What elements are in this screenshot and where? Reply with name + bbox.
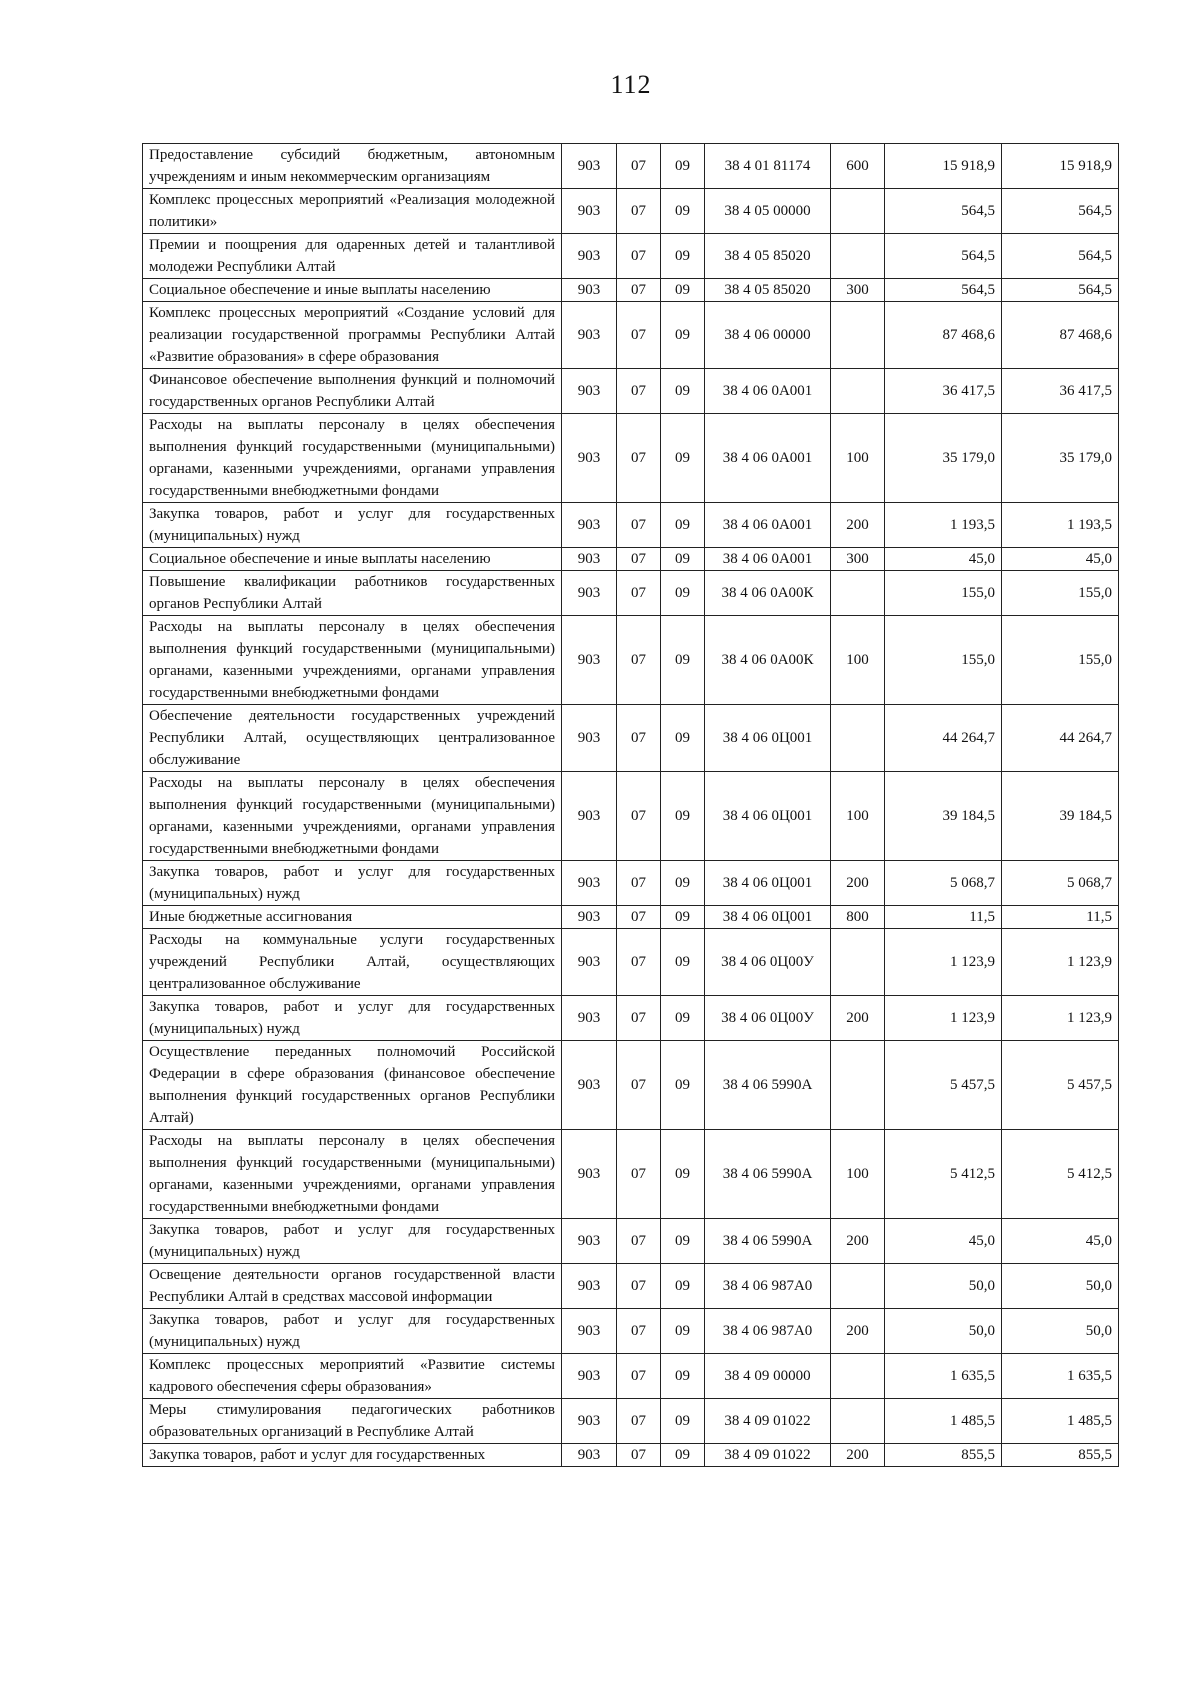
table-row — [143, 1264, 1119, 1309]
table-row — [143, 1041, 1119, 1130]
table-row — [143, 279, 1119, 302]
row-target-article: 38 4 09 01022 — [705, 1444, 831, 1467]
row-amount-year1: 15 918,9 — [885, 144, 1002, 189]
row-amount-year1: 11,5 — [885, 906, 1002, 929]
row-expense-type: 200 — [831, 503, 885, 548]
row-name: Закупка товаров, работ и услуг для государственных (муниципальных) нужд — [143, 1219, 562, 1264]
row-amount-year2: 155,0 — [1002, 571, 1119, 616]
row-amount-year1: 5 068,7 — [885, 861, 1002, 906]
row-amount-year2: 15 918,9 — [1002, 144, 1119, 189]
row-grbs-code: 903 — [562, 996, 617, 1041]
row-expense-type: 200 — [831, 1219, 885, 1264]
row-amount-year2: 50,0 — [1002, 1309, 1119, 1354]
row-grbs-code: 903 — [562, 1399, 617, 1444]
row-subsection-code: 09 — [661, 302, 705, 369]
table-row — [143, 189, 1119, 234]
table-row — [143, 369, 1119, 414]
row-section-code: 07 — [617, 548, 661, 571]
row-amount-year1: 5 412,5 — [885, 1130, 1002, 1219]
row-amount-year2: 87 468,6 — [1002, 302, 1119, 369]
row-amount-year2: 5 068,7 — [1002, 861, 1119, 906]
table-row — [143, 414, 1119, 503]
row-amount-year2: 1 123,9 — [1002, 996, 1119, 1041]
row-amount-year1: 35 179,0 — [885, 414, 1002, 503]
table-row — [143, 1399, 1119, 1444]
row-amount-year2: 1 123,9 — [1002, 929, 1119, 996]
row-name: Закупка товаров, работ и услуг для государственных (муниципальных) нужд — [143, 996, 562, 1041]
table-row — [143, 1219, 1119, 1264]
row-expense-type — [831, 1354, 885, 1399]
row-amount-year2: 39 184,5 — [1002, 772, 1119, 861]
row-section-code: 07 — [617, 772, 661, 861]
row-section-code: 07 — [617, 1130, 661, 1219]
row-subsection-code: 09 — [661, 1309, 705, 1354]
row-expense-type — [831, 302, 885, 369]
row-name: Расходы на выплаты персоналу в целях обеспечения выполнения функций государственными (муниципальными) органами, казенными учреждениями, органами управления государственными внебюджетными фондами — [143, 1130, 562, 1219]
row-subsection-code: 09 — [661, 1354, 705, 1399]
row-expense-type: 300 — [831, 279, 885, 302]
row-section-code: 07 — [617, 1264, 661, 1309]
row-name: Предоставление субсидий бюджетным, автономным учреждениям и иным некоммерческим организациям — [143, 144, 562, 189]
row-section-code: 07 — [617, 996, 661, 1041]
row-grbs-code: 903 — [562, 616, 617, 705]
row-amount-year2: 5 457,5 — [1002, 1041, 1119, 1130]
row-expense-type: 100 — [831, 616, 885, 705]
row-name: Расходы на выплаты персоналу в целях обеспечения выполнения функций государственными (муниципальными) органами, казенными учреждениями, органами управления государственными внебюджетными фондами — [143, 772, 562, 861]
row-section-code: 07 — [617, 1354, 661, 1399]
table-row — [143, 1444, 1119, 1467]
row-target-article: 38 4 06 0Ц001 — [705, 772, 831, 861]
row-subsection-code: 09 — [661, 1130, 705, 1219]
row-name: Закупка товаров, работ и услуг для государственных — [143, 1444, 562, 1467]
row-name: Иные бюджетные ассигнования — [143, 906, 562, 929]
row-subsection-code: 09 — [661, 234, 705, 279]
row-subsection-code: 09 — [661, 1219, 705, 1264]
row-target-article: 38 4 06 0А00К — [705, 571, 831, 616]
row-grbs-code: 903 — [562, 772, 617, 861]
row-name: Закупка товаров, работ и услуг для государственных (муниципальных) нужд — [143, 861, 562, 906]
row-target-article: 38 4 06 0Ц001 — [705, 861, 831, 906]
row-expense-type — [831, 705, 885, 772]
row-subsection-code: 09 — [661, 772, 705, 861]
row-section-code: 07 — [617, 302, 661, 369]
row-amount-year1: 155,0 — [885, 571, 1002, 616]
row-name: Освещение деятельности органов государственной власти Республики Алтай в средствах массовой информации — [143, 1264, 562, 1309]
row-amount-year2: 1 635,5 — [1002, 1354, 1119, 1399]
row-section-code: 07 — [617, 1219, 661, 1264]
row-amount-year1: 44 264,7 — [885, 705, 1002, 772]
row-section-code: 07 — [617, 234, 661, 279]
row-section-code: 07 — [617, 369, 661, 414]
table-row — [143, 1354, 1119, 1399]
row-subsection-code: 09 — [661, 861, 705, 906]
table-row — [143, 929, 1119, 996]
row-expense-type: 200 — [831, 996, 885, 1041]
row-target-article: 38 4 06 0Ц001 — [705, 906, 831, 929]
row-amount-year1: 564,5 — [885, 279, 1002, 302]
row-name: Повышение квалификации работников государственных органов Республики Алтай — [143, 571, 562, 616]
row-grbs-code: 903 — [562, 1444, 617, 1467]
table-row — [143, 234, 1119, 279]
row-section-code: 07 — [617, 929, 661, 996]
row-grbs-code: 903 — [562, 1219, 617, 1264]
row-subsection-code: 09 — [661, 414, 705, 503]
table-row — [143, 302, 1119, 369]
row-expense-type: 800 — [831, 906, 885, 929]
row-subsection-code: 09 — [661, 144, 705, 189]
row-subsection-code: 09 — [661, 548, 705, 571]
row-subsection-code: 09 — [661, 1444, 705, 1467]
row-expense-type — [831, 1399, 885, 1444]
row-name: Закупка товаров, работ и услуг для государственных (муниципальных) нужд — [143, 1309, 562, 1354]
row-target-article: 38 4 09 00000 — [705, 1354, 831, 1399]
row-name: Расходы на коммунальные услуги государственных учреждений Республики Алтай, осуществляющих централизованное обслуживание — [143, 929, 562, 996]
row-amount-year1: 5 457,5 — [885, 1041, 1002, 1130]
row-grbs-code: 903 — [562, 144, 617, 189]
row-expense-type — [831, 234, 885, 279]
row-target-article: 38 4 06 0А001 — [705, 548, 831, 571]
row-subsection-code: 09 — [661, 1041, 705, 1130]
row-grbs-code: 903 — [562, 1041, 617, 1130]
row-target-article: 38 4 06 0А001 — [705, 503, 831, 548]
row-section-code: 07 — [617, 571, 661, 616]
row-amount-year1: 1 123,9 — [885, 996, 1002, 1041]
row-expense-type: 300 — [831, 548, 885, 571]
row-amount-year2: 44 264,7 — [1002, 705, 1119, 772]
row-target-article: 38 4 05 85020 — [705, 234, 831, 279]
row-name: Закупка товаров, работ и услуг для государственных (муниципальных) нужд — [143, 503, 562, 548]
row-amount-year2: 36 417,5 — [1002, 369, 1119, 414]
row-grbs-code: 903 — [562, 279, 617, 302]
row-amount-year1: 564,5 — [885, 234, 1002, 279]
row-grbs-code: 903 — [562, 906, 617, 929]
row-name: Осуществление переданных полномочий Российской Федерации в сфере образования (финансовое обеспечение выполнения функций государственных органов Республики Алтай) — [143, 1041, 562, 1130]
row-grbs-code: 903 — [562, 234, 617, 279]
row-target-article: 38 4 05 85020 — [705, 279, 831, 302]
row-amount-year1: 87 468,6 — [885, 302, 1002, 369]
table-row — [143, 705, 1119, 772]
budget-table — [142, 143, 1119, 1467]
row-amount-year2: 564,5 — [1002, 279, 1119, 302]
row-amount-year2: 155,0 — [1002, 616, 1119, 705]
row-expense-type — [831, 369, 885, 414]
row-name: Меры стимулирования педагогических работников образовательных организаций в Республике Алтай — [143, 1399, 562, 1444]
row-grbs-code: 903 — [562, 705, 617, 772]
row-subsection-code: 09 — [661, 616, 705, 705]
row-grbs-code: 903 — [562, 861, 617, 906]
row-target-article: 38 4 06 0Ц001 — [705, 705, 831, 772]
table-row — [143, 772, 1119, 861]
row-expense-type: 200 — [831, 1309, 885, 1354]
row-name: Премии и поощрения для одаренных детей и талантливой молодежи Республики Алтай — [143, 234, 562, 279]
row-grbs-code: 903 — [562, 548, 617, 571]
row-target-article: 38 4 06 987А0 — [705, 1309, 831, 1354]
row-section-code: 07 — [617, 705, 661, 772]
row-name: Обеспечение деятельности государственных учреждений Республики Алтай, осуществляющих централизованное обслуживание — [143, 705, 562, 772]
row-target-article: 38 4 06 0Ц00У — [705, 996, 831, 1041]
row-subsection-code: 09 — [661, 503, 705, 548]
row-amount-year1: 50,0 — [885, 1264, 1002, 1309]
row-grbs-code: 903 — [562, 571, 617, 616]
row-name: Финансовое обеспечение выполнения функций и полномочий государственных органов Республики Алтай — [143, 369, 562, 414]
row-section-code: 07 — [617, 906, 661, 929]
row-amount-year1: 36 417,5 — [885, 369, 1002, 414]
row-name: Комплекс процессных мероприятий «Реализация молодежной политики» — [143, 189, 562, 234]
row-grbs-code: 903 — [562, 1264, 617, 1309]
row-name: Расходы на выплаты персоналу в целях обеспечения выполнения функций государственными (муниципальными) органами, казенными учреждениями, органами управления государственными внебюджетными фондами — [143, 616, 562, 705]
row-amount-year2: 5 412,5 — [1002, 1130, 1119, 1219]
row-grbs-code: 903 — [562, 189, 617, 234]
row-amount-year1: 45,0 — [885, 1219, 1002, 1264]
row-expense-type: 200 — [831, 861, 885, 906]
row-name: Социальное обеспечение и иные выплаты населению — [143, 548, 562, 571]
row-grbs-code: 903 — [562, 1130, 617, 1219]
row-section-code: 07 — [617, 1309, 661, 1354]
row-section-code: 07 — [617, 1444, 661, 1467]
row-amount-year2: 50,0 — [1002, 1264, 1119, 1309]
row-amount-year1: 45,0 — [885, 548, 1002, 571]
row-amount-year2: 564,5 — [1002, 189, 1119, 234]
row-target-article: 38 4 06 0А00К — [705, 616, 831, 705]
row-target-article: 38 4 06 987А0 — [705, 1264, 831, 1309]
row-name: Социальное обеспечение и иные выплаты населению — [143, 279, 562, 302]
row-target-article: 38 4 05 00000 — [705, 189, 831, 234]
budget-table-body — [143, 144, 1119, 1467]
row-section-code: 07 — [617, 616, 661, 705]
row-name: Комплекс процессных мероприятий «Создание условий для реализации государственной программы Республики Алтай «Развитие образования» в сфере образования — [143, 302, 562, 369]
row-section-code: 07 — [617, 1399, 661, 1444]
row-amount-year1: 50,0 — [885, 1309, 1002, 1354]
row-expense-type — [831, 189, 885, 234]
table-row — [143, 548, 1119, 571]
row-subsection-code: 09 — [661, 929, 705, 996]
row-name: Расходы на выплаты персоналу в целях обеспечения выполнения функций государственными (муниципальными) органами, казенными учреждениями, органами управления государственными внебюджетными фондами — [143, 414, 562, 503]
row-target-article: 38 4 06 5990А — [705, 1219, 831, 1264]
row-section-code: 07 — [617, 503, 661, 548]
table-row — [143, 144, 1119, 189]
row-target-article: 38 4 06 5990А — [705, 1130, 831, 1219]
row-name: Комплекс процессных мероприятий «Развитие системы кадрового обеспечения сферы образования» — [143, 1354, 562, 1399]
page-number: 112 — [610, 70, 652, 99]
row-amount-year1: 1 635,5 — [885, 1354, 1002, 1399]
row-expense-type: 100 — [831, 1130, 885, 1219]
table-row — [143, 503, 1119, 548]
row-section-code: 07 — [617, 1041, 661, 1130]
row-expense-type: 600 — [831, 144, 885, 189]
table-row — [143, 861, 1119, 906]
row-amount-year1: 564,5 — [885, 189, 1002, 234]
table-row — [143, 1309, 1119, 1354]
table-row — [143, 616, 1119, 705]
row-target-article: 38 4 06 0А001 — [705, 414, 831, 503]
row-amount-year2: 1 193,5 — [1002, 503, 1119, 548]
row-subsection-code: 09 — [661, 279, 705, 302]
row-target-article: 38 4 06 0А001 — [705, 369, 831, 414]
row-target-article: 38 4 06 0Ц00У — [705, 929, 831, 996]
row-subsection-code: 09 — [661, 571, 705, 616]
row-section-code: 07 — [617, 861, 661, 906]
table-row — [143, 906, 1119, 929]
table-row — [143, 1130, 1119, 1219]
row-subsection-code: 09 — [661, 906, 705, 929]
row-grbs-code: 903 — [562, 414, 617, 503]
row-expense-type — [831, 571, 885, 616]
row-amount-year2: 45,0 — [1002, 1219, 1119, 1264]
table-row — [143, 571, 1119, 616]
row-grbs-code: 903 — [562, 302, 617, 369]
row-expense-type: 100 — [831, 772, 885, 861]
row-subsection-code: 09 — [661, 705, 705, 772]
row-section-code: 07 — [617, 414, 661, 503]
row-subsection-code: 09 — [661, 1264, 705, 1309]
row-target-article: 38 4 09 01022 — [705, 1399, 831, 1444]
row-section-code: 07 — [617, 189, 661, 234]
row-amount-year2: 855,5 — [1002, 1444, 1119, 1467]
row-amount-year1: 39 184,5 — [885, 772, 1002, 861]
row-grbs-code: 903 — [562, 1354, 617, 1399]
row-grbs-code: 903 — [562, 929, 617, 996]
row-amount-year1: 155,0 — [885, 616, 1002, 705]
row-subsection-code: 09 — [661, 1399, 705, 1444]
row-amount-year1: 1 123,9 — [885, 929, 1002, 996]
row-subsection-code: 09 — [661, 996, 705, 1041]
row-expense-type — [831, 1264, 885, 1309]
row-expense-type — [831, 929, 885, 996]
row-expense-type: 100 — [831, 414, 885, 503]
row-target-article: 38 4 01 81174 — [705, 144, 831, 189]
row-target-article: 38 4 06 00000 — [705, 302, 831, 369]
row-grbs-code: 903 — [562, 503, 617, 548]
row-grbs-code: 903 — [562, 369, 617, 414]
row-amount-year1: 855,5 — [885, 1444, 1002, 1467]
row-amount-year2: 45,0 — [1002, 548, 1119, 571]
row-expense-type — [831, 1041, 885, 1130]
row-amount-year1: 1 193,5 — [885, 503, 1002, 548]
row-amount-year2: 35 179,0 — [1002, 414, 1119, 503]
row-amount-year1: 1 485,5 — [885, 1399, 1002, 1444]
table-row — [143, 996, 1119, 1041]
row-section-code: 07 — [617, 144, 661, 189]
row-subsection-code: 09 — [661, 369, 705, 414]
row-amount-year2: 564,5 — [1002, 234, 1119, 279]
row-amount-year2: 11,5 — [1002, 906, 1119, 929]
row-subsection-code: 09 — [661, 189, 705, 234]
row-target-article: 38 4 06 5990А — [705, 1041, 831, 1130]
row-amount-year2: 1 485,5 — [1002, 1399, 1119, 1444]
row-grbs-code: 903 — [562, 1309, 617, 1354]
row-expense-type: 200 — [831, 1444, 885, 1467]
row-section-code: 07 — [617, 279, 661, 302]
